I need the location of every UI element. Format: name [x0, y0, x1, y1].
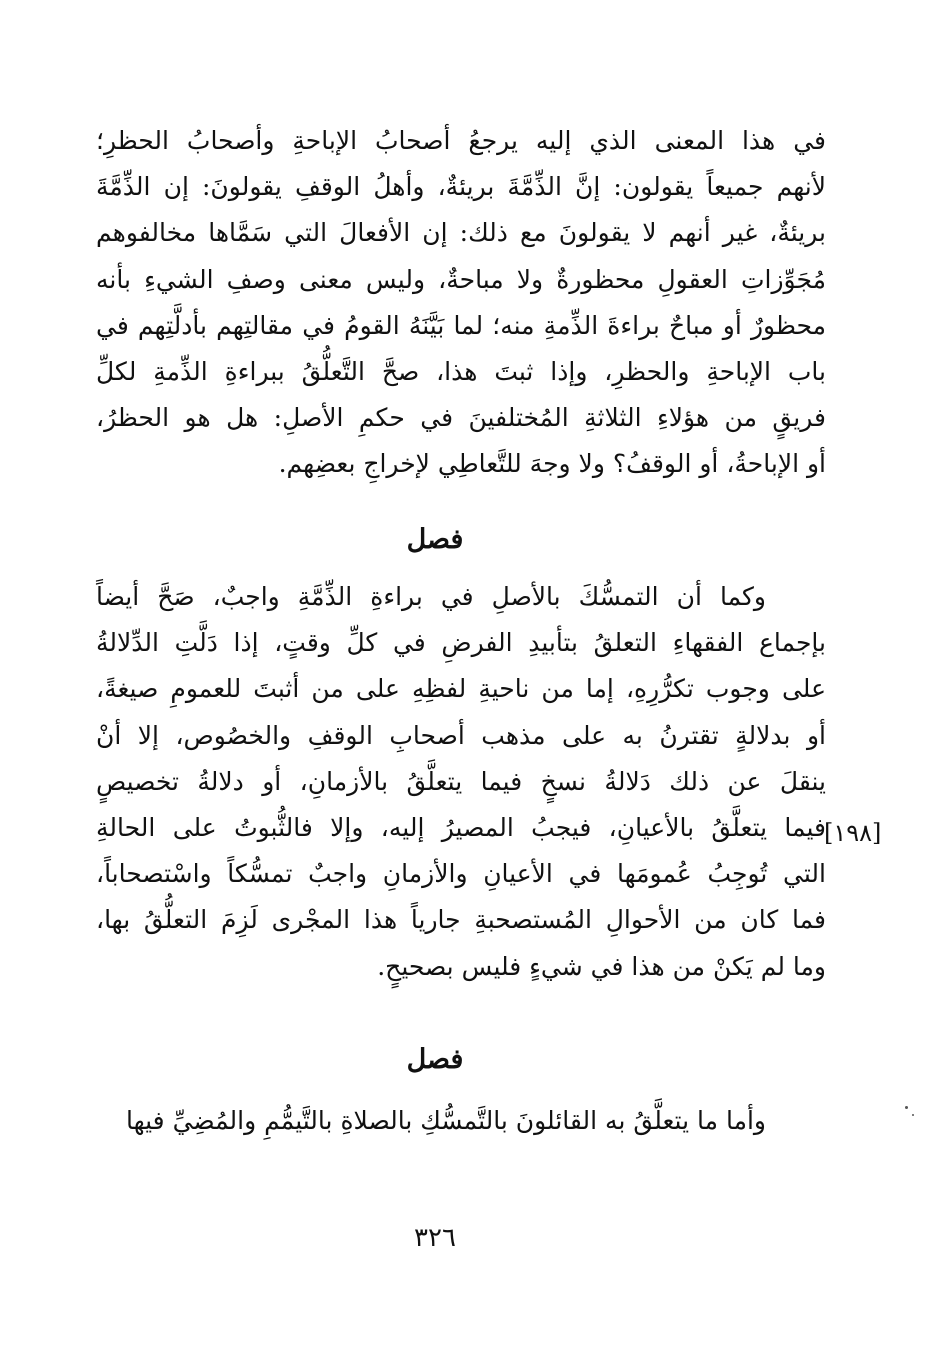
paragraph-1 — [96, 118, 826, 488]
text-line: باب الإباحةِ والحظرِ، وإذا ثبتَ هذا، صحَّ التَّعلُّقُ ببراءةِ الذِّمةِ لكلِّ — [96, 357, 826, 387]
text-line: بإجماع الفقهاءِ التعلقُ بتأبيدِ الفرضِ في كلِّ وقتٍ، إذا دَلَّتِ الدِّلالةُ — [96, 628, 826, 658]
page-number: ٣٢٦ — [414, 1223, 456, 1253]
text-line: وكما أن التمسُّكَ بالأصلِ في براءةِ الذِّمَّةِ واجبٌ، صَحَّ أيضاً — [96, 582, 766, 611]
margin-page-reference: [١٩٨] — [824, 819, 882, 847]
text-line: وما لم يَكنْ من هذا في شيءٍ فليس بصحيحٍ. — [377, 951, 826, 981]
text-line: بريئةٌ، غير أنهم لا يقولونَ مع ذلك: إن الأفعالَ التي سَمَّاها مخالفوهم — [96, 218, 826, 248]
section-heading-text: فصل — [406, 524, 464, 555]
text-line: التي تُوجِبُ عُمومَها في الأعيانِ والأزمانِ واجبٌ تمسُّكاً واسْتصحاباً، — [96, 859, 826, 889]
text-line: أو بدلالةٍ تقترنُ به على مذهب أصحابِ الوقفِ والخصُوص، إلا أنْ — [96, 720, 826, 750]
section-heading-text: فصل — [406, 1044, 464, 1075]
text-line: على وجوب تكرُّرِهِ، إما من ناحيةِ لفظِهِ على من أثبتَ للعمومِ صيغةً، — [96, 674, 826, 704]
text-line: محظورٌ أو مباحٌ براءةَ الذِّمةِ منه؛ لما بَيَّنَهُ القومُ في مقالتِهم بأدلَّتِهم في — [96, 310, 826, 340]
scan-speck — [905, 1106, 908, 1109]
paragraph-3 — [96, 1098, 826, 1144]
text-line: وأما ما يتعلَّقُ به القائلونَ بالتَّمسُّكِ بالصلاةِ بالتَّيمُّمِ والمُضِيِّ فيها — [125, 1106, 766, 1135]
text-line: فما كان من الأحوالِ المُستصحبةِ جارياً هذا المجْرى لَزِمَ التعلُّقُ بها، — [96, 905, 826, 935]
text-line: لأنهم جميعاً يقولون: إنَّ الذِّمَّةَ بريئةٌ، وأهلُ الوقفِ يقولونَ: إن الذِّمَّةَ — [96, 172, 826, 202]
text-line: فريقٍ من هؤلاءِ الثلاثةِ المُختلفينَ في حكمِ الأصلِ: هل هو الحظرُ، — [96, 403, 826, 433]
text-line: ينقلَ عن ذلك دَلالةُ نسخٍ فيما يتعلَّقُ بالأزمانِ، أو دلالةُ تخصيصٍ — [96, 766, 826, 796]
text-line: مُجَوِّزاتِ العقولِ محظورةٌ ولا مباحةٌ، وليس معنى وصفِ الشيءِ بأنه — [96, 264, 826, 294]
paragraph-2 — [96, 574, 826, 990]
section-heading-2 — [0, 1040, 870, 1080]
section-heading-1 — [0, 520, 870, 560]
text-line: فيما يتعلَّقُ بالأعيانِ، فيجبُ المصيرُ إليه، وإلا فالثُّبوتُ على الحالةِ — [96, 813, 826, 843]
text-line: في هذا المعنى الذي إليه يرجعُ أصحابُ الإباحةِ وأصحابُ الحظرِ؛ — [96, 126, 826, 155]
text-line: أو الإباحةُ، أو الوقفُ؟ ولا وجهَ للتَّعاطِي لإخراجِ بعضِهم. — [278, 449, 826, 479]
scan-speck — [912, 1114, 914, 1116]
